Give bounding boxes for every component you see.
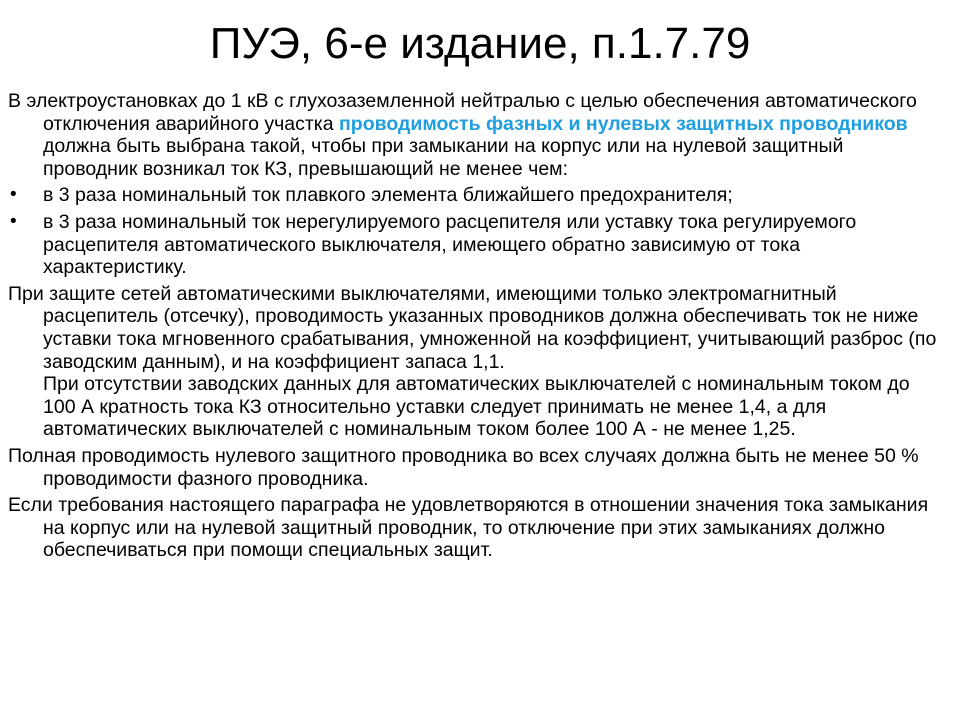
bullet-dot-icon: • xyxy=(10,184,17,206)
paragraph-requirements-after: должна быть выбрана такой, чтобы при замыкании на корпус или на нулевой защитный проводник возникал ток КЗ, превышающий не менее чем: xyxy=(43,135,844,180)
slide-title: ПУЭ, 6-е издание, п.1.7.79 xyxy=(209,19,751,68)
paragraph-requirements xyxy=(8,90,943,180)
paragraph-breakers xyxy=(8,283,943,441)
highlighted-phrase: проводимость фазных и нулевых защитных проводников xyxy=(339,112,908,135)
slide-body xyxy=(8,90,943,566)
bullet-text: в 3 раза номинальный ток нерегулируемого расцепителя или уставку тока регулируемого расцепителя автоматического выключателя, имеющего обратно зависимую от тока характеристику. xyxy=(43,210,857,279)
paragraph-requirements-before: В электроустановках до 1 кВ с глухозаземленной нейтралью с целью обеспечения автоматического отключения аварийного участка xyxy=(8,90,917,135)
bullet-text: в 3 раза номинальный ток плавкого элемента ближайшего предохранителя; xyxy=(43,184,733,207)
bullet-item xyxy=(8,184,943,207)
paragraph-breakers-subtext: При отсутствии заводских данных для автоматических выключателей с номинальным током до 100 А кратность тока КЗ относительно уставки следует принимать не менее 1,4, а для автоматических выключателей с номинальным током более 100 А - не менее 1,25. xyxy=(43,373,910,441)
bullet-dot-icon: • xyxy=(10,210,17,232)
paragraph-breakers-text: При защите сетей автоматическими выключателями, имеющими только электромагнитный расцепитель (отсечку), проводимость указанных проводников должна обеспечивать ток не ниже уставки тока мгновенного срабатывания, умноженной на коэффициент, учитывающий разброс (по заводским данным), и на коэффициент запаса 1,1. xyxy=(8,282,937,373)
bullet-item xyxy=(8,211,943,279)
paragraph-special-protection: Если требования настоящего параграфа не удовлетворяются в отношении значения тока замыкания на корпус или на нулевой защитный проводник, то отключение при этих замыканиях должно обеспечиваться при помощи специальных защит. xyxy=(8,494,929,562)
paragraph-neutral-conductivity: Полная проводимость нулевого защитного проводника во всех случаях должна быть не менее 50 % проводимости фазного проводника. xyxy=(8,444,919,490)
